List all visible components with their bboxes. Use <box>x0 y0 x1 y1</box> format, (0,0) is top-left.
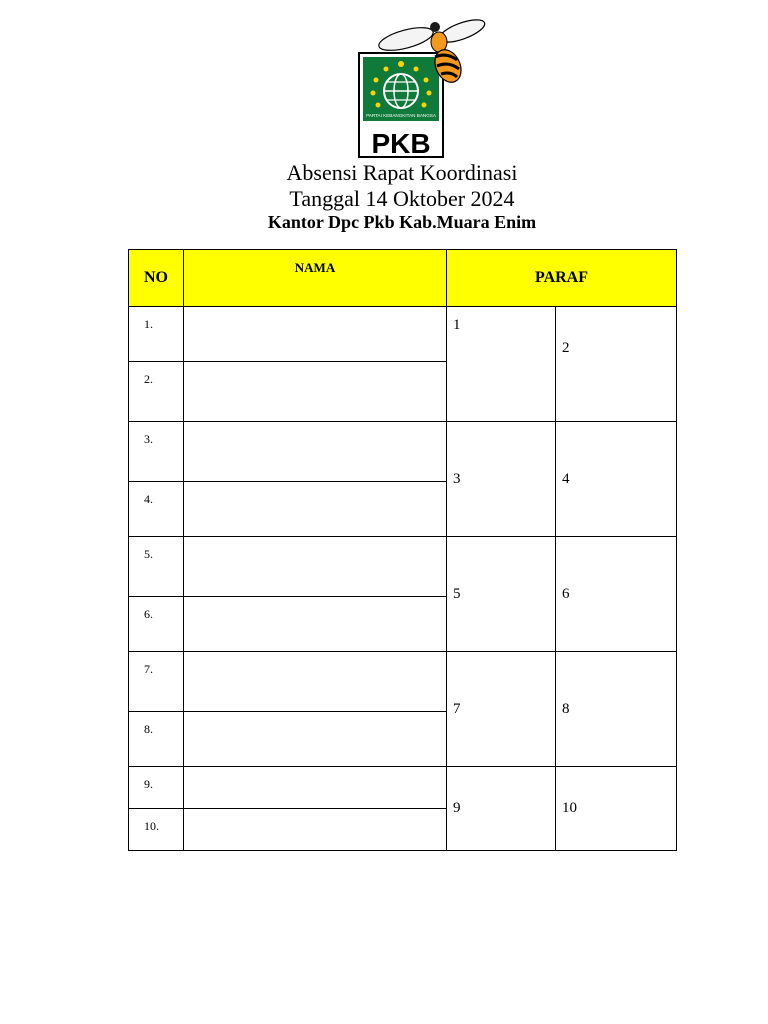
nama-cell[interactable] <box>184 307 447 362</box>
row-number: 1. <box>129 307 184 362</box>
paraf-cell[interactable]: 10 <box>556 767 677 851</box>
column-header-nama: NAMA <box>184 250 447 307</box>
meeting-location: Kantor Dpc Pkb Kab.Muara Enim <box>267 212 537 232</box>
attendance-table <box>128 249 677 851</box>
row-number: 8. <box>129 712 184 767</box>
paraf-cell[interactable]: 1 <box>447 307 556 422</box>
paraf-cell[interactable]: 5 <box>447 537 556 652</box>
meeting-date: Tanggal 14 Oktober 2024 <box>289 186 515 211</box>
row-number: 3. <box>129 422 184 482</box>
table-row <box>129 537 677 597</box>
nama-cell[interactable] <box>184 809 447 851</box>
nama-cell[interactable] <box>184 537 447 597</box>
paraf-cell[interactable]: 8 <box>556 652 677 767</box>
pkb-logo <box>356 16 490 160</box>
row-number: 7. <box>129 652 184 712</box>
paraf-cell[interactable]: 2 <box>556 307 677 422</box>
column-header-paraf: PARAF <box>447 250 677 307</box>
page-title: Absensi Rapat Koordinasi <box>286 160 518 185</box>
paraf-cell[interactable]: 9 <box>447 767 556 851</box>
row-number: 9. <box>129 767 184 809</box>
svg-text:PARTAI KEBANGKITAN BANGSA: PARTAI KEBANGKITAN BANGSA <box>366 113 436 118</box>
table-row <box>129 422 677 482</box>
paraf-cell[interactable]: 3 <box>447 422 556 537</box>
row-number: 10. <box>129 809 184 851</box>
svg-text:PKB: PKB <box>371 128 431 159</box>
nama-cell[interactable] <box>184 422 447 482</box>
paraf-cell[interactable]: 6 <box>556 537 677 652</box>
table-row <box>129 307 677 362</box>
column-header-no: NO <box>129 250 184 307</box>
nama-cell[interactable] <box>184 597 447 652</box>
nama-cell[interactable] <box>184 652 447 712</box>
row-number: 2. <box>129 362 184 422</box>
nama-cell[interactable] <box>184 482 447 537</box>
nama-cell[interactable] <box>184 712 447 767</box>
row-number: 4. <box>129 482 184 537</box>
nama-cell[interactable] <box>184 362 447 422</box>
paraf-cell[interactable]: 4 <box>556 422 677 537</box>
row-number: 5. <box>129 537 184 597</box>
table-header-row <box>129 250 677 307</box>
table-row <box>129 652 677 712</box>
nama-cell[interactable] <box>184 767 447 809</box>
table-row <box>129 767 677 809</box>
paraf-cell[interactable]: 7 <box>447 652 556 767</box>
row-number: 6. <box>129 597 184 652</box>
